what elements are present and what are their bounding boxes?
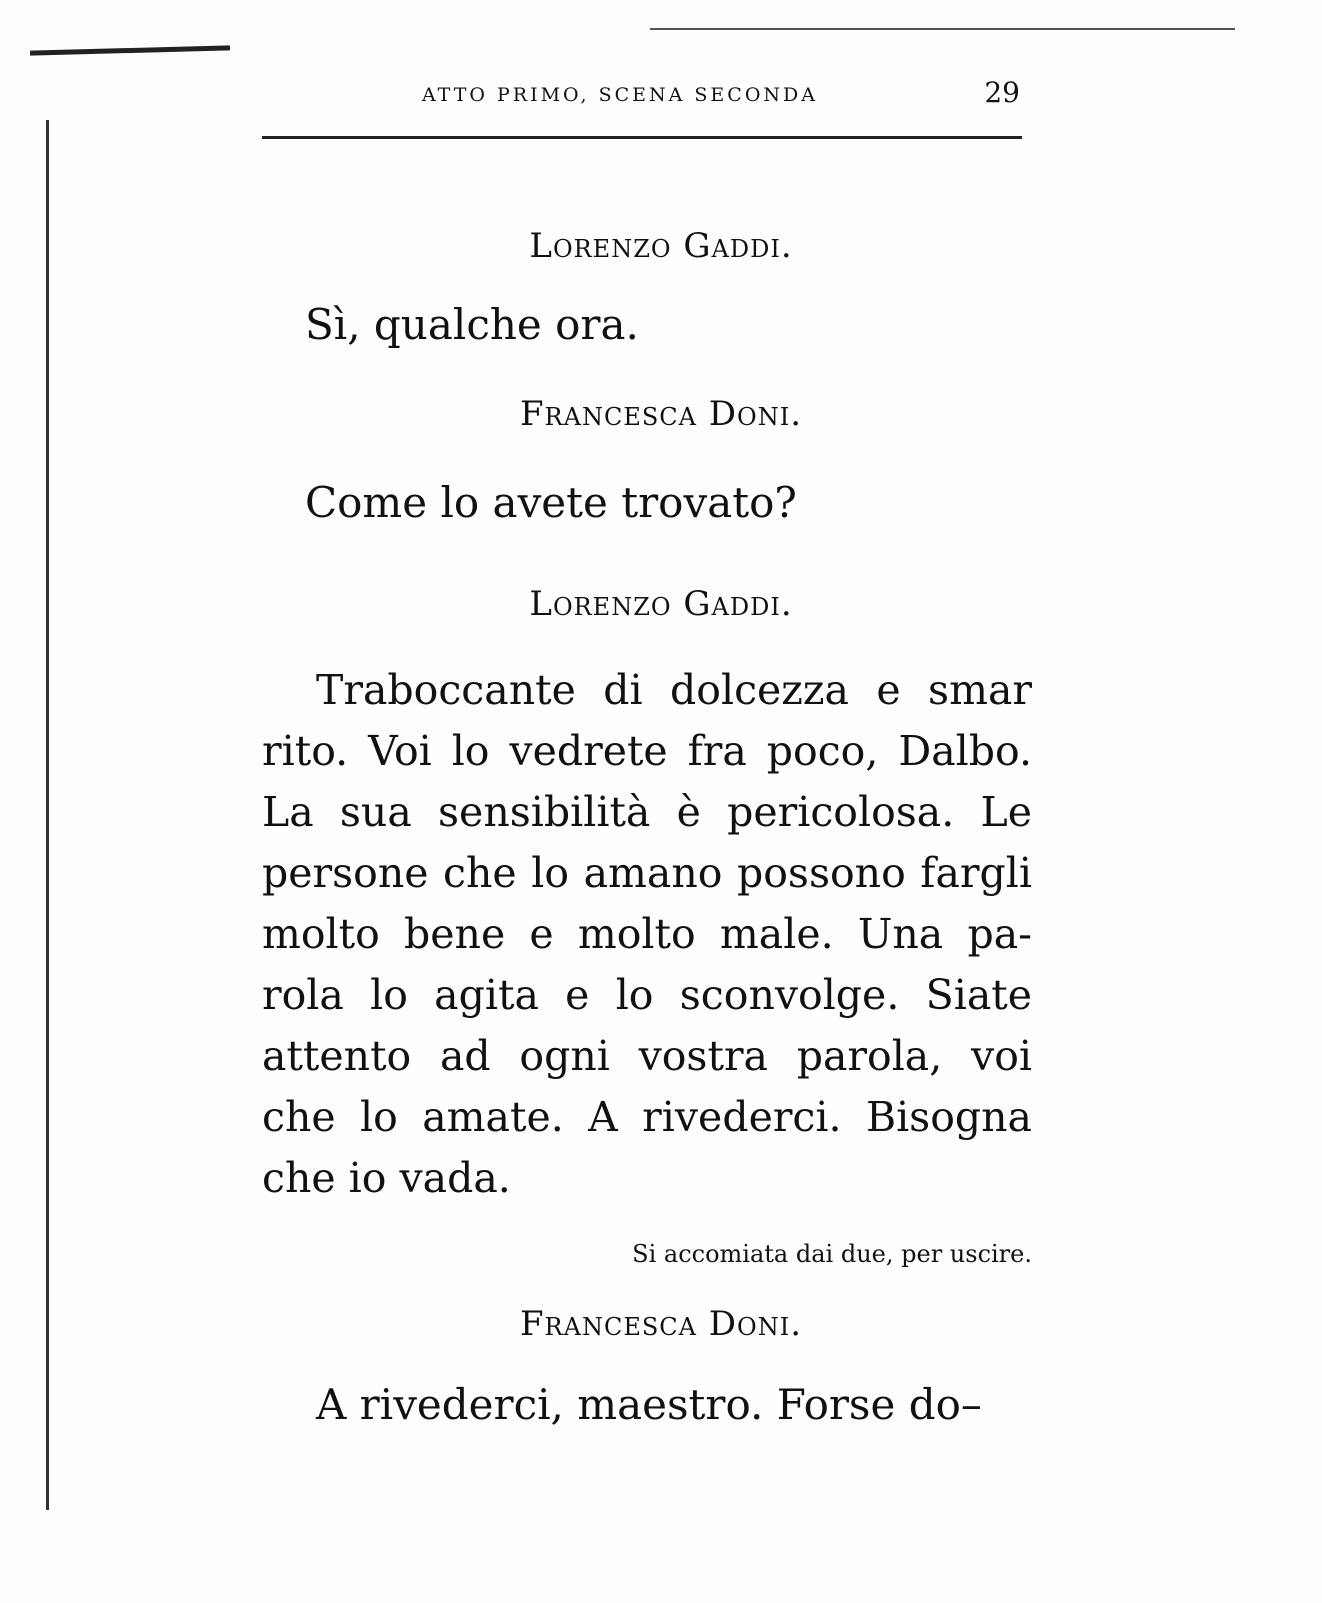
scan-edge-top bbox=[650, 28, 1235, 30]
dialogue-line: Come lo avete trovato? bbox=[305, 478, 797, 527]
paragraph-line: attento ad ogni vostra parola, voi bbox=[262, 1032, 1032, 1080]
paragraph-line: che io vada. bbox=[262, 1154, 511, 1202]
paragraph-line: molto bene e molto male. Una pa- bbox=[262, 910, 1032, 958]
paragraph-line: Traboccante di dolcezza e smar bbox=[316, 666, 1032, 714]
speaker-name: Francesca Doni. bbox=[519, 1304, 803, 1344]
scan-edge-top-left bbox=[30, 45, 230, 55]
paragraph-line: persone che lo amano possono fargli bbox=[262, 849, 1032, 897]
paragraph-line: che lo amate. A rivederci. Bisogna bbox=[262, 1093, 1032, 1141]
speaker-name: Lorenzo Gaddi. bbox=[529, 584, 793, 624]
running-header bbox=[262, 76, 1022, 110]
header-rule bbox=[262, 136, 1022, 139]
dialogue-line: Sì, qualche ora. bbox=[305, 300, 639, 349]
paragraph-line: rola lo agita e lo sconvolge. Siate bbox=[262, 971, 1032, 1019]
running-head: ATTO PRIMO, SCENA SECONDA bbox=[422, 84, 818, 106]
speaker-name: Francesca Doni. bbox=[519, 394, 803, 434]
speaker-name: Lorenzo Gaddi. bbox=[529, 226, 793, 266]
paragraph-line: rito. Voi lo vedrete fra poco, Dalbo. bbox=[262, 727, 1032, 775]
paragraph-line: La sua sensibilità è pericolosa. Le bbox=[262, 788, 1032, 836]
dialogue-paragraph bbox=[262, 660, 1032, 1209]
stage-direction: Si accomiata dai due, per uscire. bbox=[632, 1240, 1032, 1268]
dialogue-line: A rivederci, maestro. Forse do– bbox=[316, 1380, 982, 1429]
scan-edge-left bbox=[46, 120, 49, 1510]
page-number: 29 bbox=[984, 76, 1020, 109]
